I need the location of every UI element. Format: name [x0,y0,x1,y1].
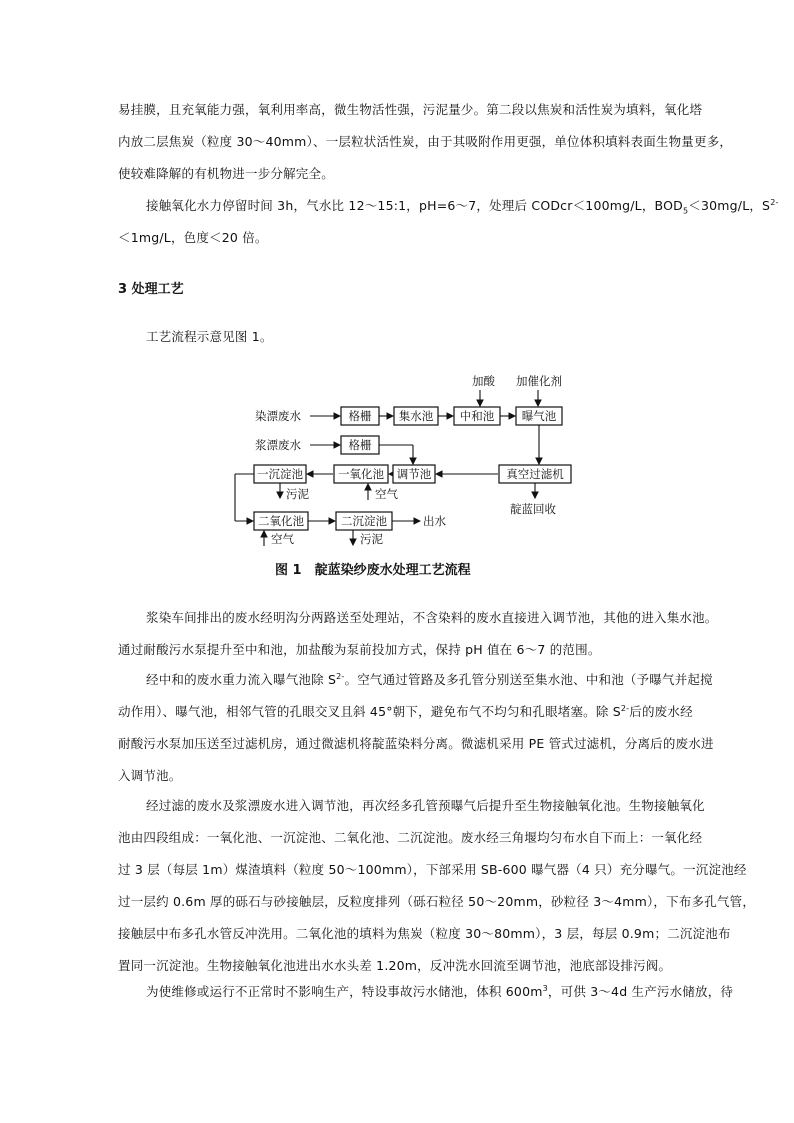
collection-tank-label: 集水池 [398,409,434,423]
text-line: 内放二层焦炭（粒度 30～40mm）、一层粒状活性炭，由于其吸附作用更强，单位体积填料表面生物量更多， [118,134,733,149]
paragraph-5 [118,664,714,792]
paragraph-2 [118,190,779,254]
text-run: 接触氧化水力停留时间 3h，气水比 12～15:1，pH=6～7，处理后 CODcr＜100mg/L，BOD [146,198,683,213]
add-acid-label: 加酸 [472,374,495,388]
text-line: 耐酸污水泵加压送至过滤机房，通过微滤机将靛蓝染料分离。微滤机采用 PE 管式过滤机，分离后的废水进 [118,736,714,751]
text-line: 入调节池。 [118,768,182,783]
screen-label-1: 格栅 [348,409,372,423]
sludge-label-2: 污泥 [360,532,383,546]
text-run: 后的废水经 [629,704,693,719]
effluent-label: 出水 [423,514,446,528]
screen-label-2: 格栅 [348,438,372,452]
regulating-tank-label: 调节池 [396,467,432,481]
paragraph-3 [118,321,678,353]
text-line: 工艺流程示意见图 1。 [146,329,273,344]
settling-tank-2-label: 二沉淀池 [341,514,387,528]
text-line: 使较难降解的有机物进一步分解完全。 [118,166,334,181]
text-run: 经中和的废水重力流入曝气池除 S [146,672,337,687]
text-run: ＜30mg/L，S [688,198,771,213]
text-line: 池由四段组成：一氧化池、一沉淀池、二氧化池、二沉淀池。废水经三角堰均匀布水自下而上：一氧化经 [118,830,703,845]
superscript: 3 [542,983,548,993]
process-flow-figure [230,370,580,585]
aeration-tank-label: 曝气池 [521,409,557,423]
text-run: 为使维修或运行不正常时不影响生产，特设事故污水储池，体积 600m [146,984,543,999]
dyeing-wastewater-label: 染漂废水 [255,409,301,423]
text-line [118,976,734,1008]
neutralization-tank-label: 中和池 [459,409,495,423]
section-heading: 3 处理工艺 [118,282,184,297]
air-label-1: 空气 [375,487,398,501]
superscript: 2- [336,671,345,681]
text-run: 。空气通过管路及多孔管分别送至集水池、中和池（予曝气并起搅 [344,672,713,687]
text-line: 接触层中布多孔水管反冲洗用。二氧化池的填料为焦炭（粒度 30～80mm），3 层，每层 0.9m；二沉淀池布 [118,926,731,941]
text-line [118,190,779,222]
text-line: 经过滤的废水及浆漂废水进入调节池，再次经多孔管预曝气后提升至生物接触氧化池。生物接触氧化 [146,798,705,813]
text-line: 易挂膜，且充氧能力强，氧利用率高，微生物活性强，污泥量少。第二段以焦炭和活性炭为填料，氧化塔 [118,102,703,117]
text-line: 浆染车间排出的废水经明沟分两路送至处理站，不含染料的废水直接进入调节池，其他的进入集水池。 [146,610,718,625]
flow-diagram [230,370,580,585]
paragraph-1 [118,94,733,190]
sludge-label-1: 污泥 [286,487,309,501]
text-line: 置同一沉淀池。生物接触氧化池进出水水头差 1.20m，反冲洗水回流至调节池，池底部设排污阀。 [118,958,672,973]
text-run: ，可供 3～4d 生产污水储放，待 [547,984,734,999]
text-line: 过一层约 0.6m 厚的砾石与砂接触层，反粒度排列（砾石粒径 50～20mm，砂粒径 3～4mm），下布多孔气管， [118,894,756,909]
oxidation-tank-1-label: 一氧化池 [338,467,384,481]
settling-tank-1-label: 一沉淀池 [257,467,303,481]
text-run: 动作用）、曝气池，相邻气管的孔眼交叉且斜 45°朝下，避免布气不均匀和孔眼堵塞。除 S [118,704,621,719]
superscript: 2- [770,197,779,207]
text-line: 过 3 层（每层 1m）煤渣填料（粒度 50～100mm），下部采用 SB-600 曝气器（4 只）充分曝气。一沉淀池经 [118,862,747,877]
add-catalyst-label: 加催化剂 [516,374,562,388]
paragraph-6 [118,790,756,982]
vacuum-filter-label: 真空过滤机 [506,467,564,481]
indigo-recovery-label: 靛蓝回收 [510,502,556,516]
paragraph-4 [118,602,718,666]
text-line [118,696,693,728]
air-label-2: 空气 [271,532,294,546]
text-line: ＜1mg/L，色度＜20 倍。 [118,230,268,245]
figure-caption: 图 1 靛蓝染纱废水处理工艺流程 [275,563,471,578]
paragraph-7 [118,976,734,1008]
superscript: 2- [620,703,630,713]
text-line: 通过耐酸污水泵提升至中和池，加盐酸为泵前投加方式，保持 pH 值在 6～7 的范围。 [118,642,601,657]
oxidation-tank-2-label: 二氧化池 [258,514,304,528]
subscript: 5 [682,206,689,216]
sizing-wastewater-label: 浆漂废水 [255,438,301,452]
text-line [118,664,713,696]
